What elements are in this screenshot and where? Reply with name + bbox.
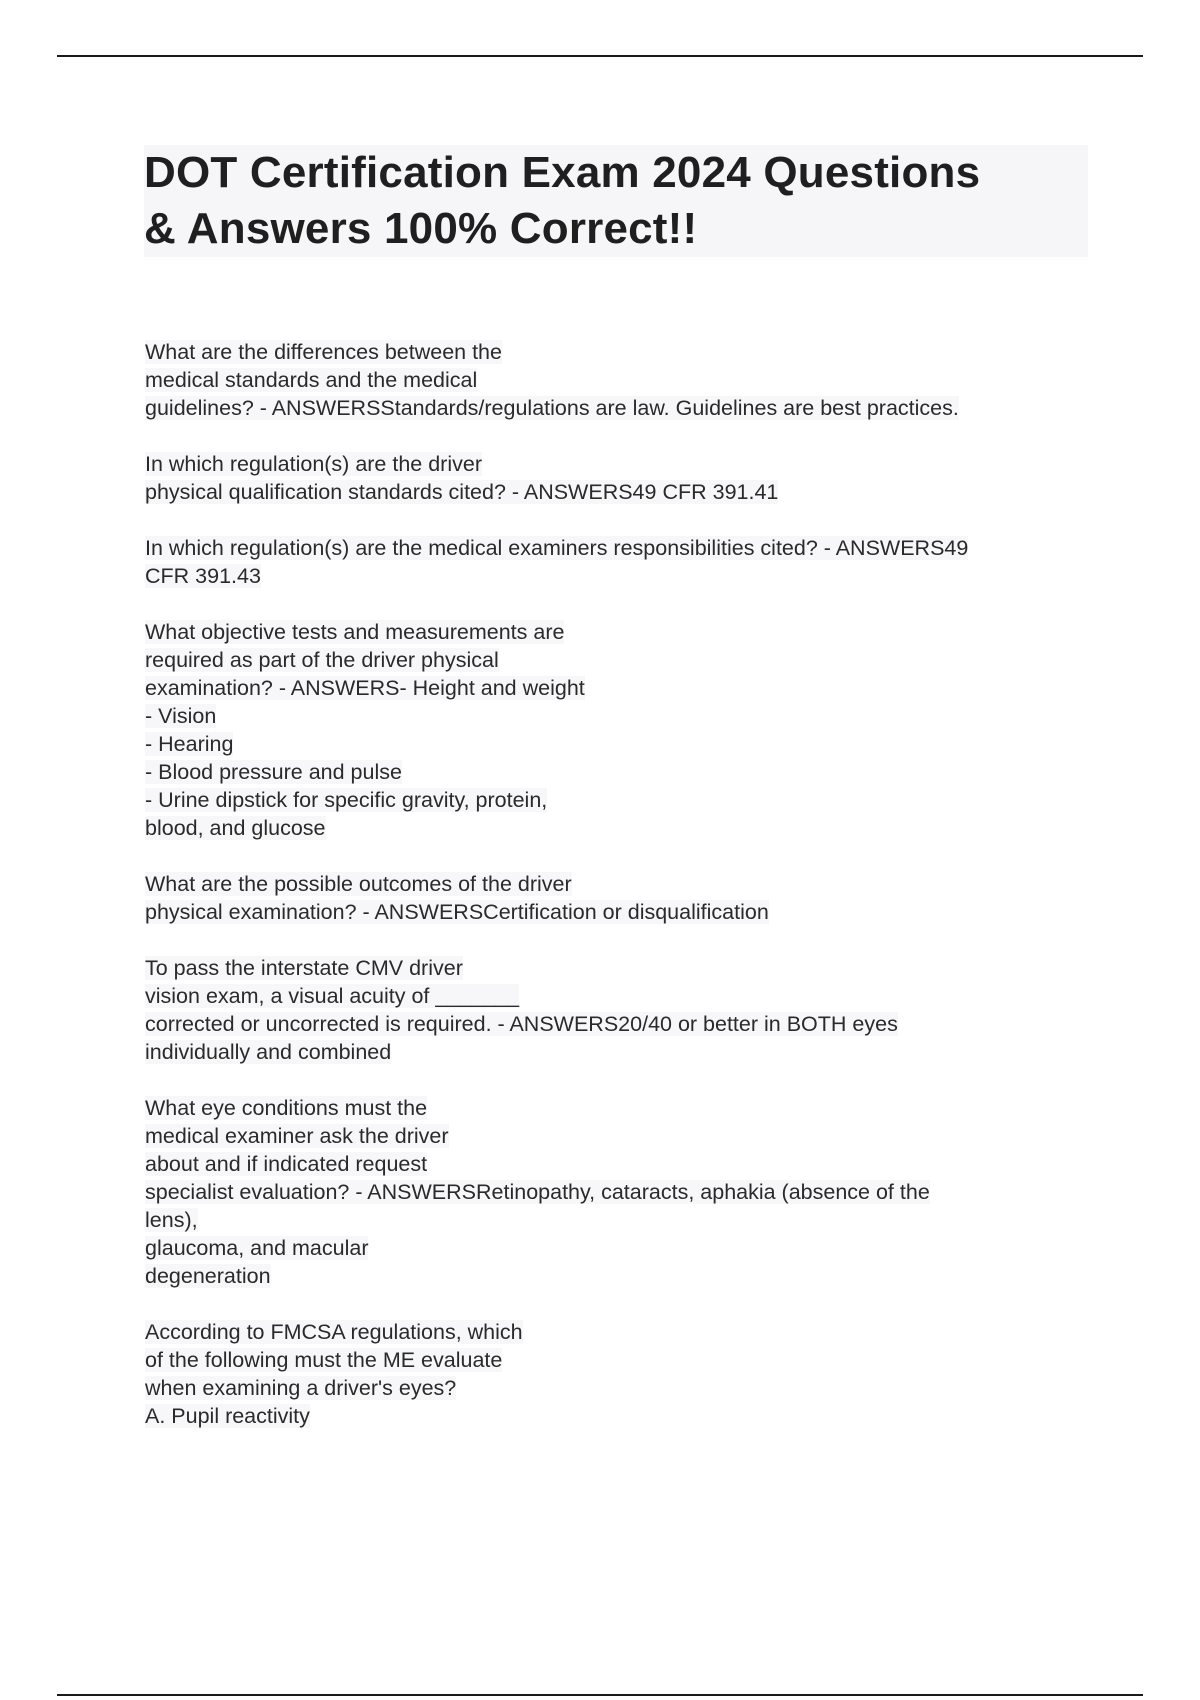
qa-line-text: required as part of the driver physical: [145, 648, 499, 672]
qa-item: [145, 1094, 1105, 1290]
qa-line: [145, 674, 1105, 702]
qa-line: [145, 898, 1105, 926]
qa-line-text: In which regulation(s) are the driver: [145, 452, 482, 476]
qa-line: [145, 758, 1105, 786]
qa-line: [145, 534, 1105, 562]
qa-line: [145, 618, 1105, 646]
qa-line-text: lens),: [145, 1208, 198, 1232]
qa-line-text: corrected or uncorrected is required. - ANSWERS20/40 or better in BOTH eyes: [145, 1012, 898, 1036]
qa-line-text: vision exam, a visual acuity of _______: [145, 984, 520, 1008]
qa-line-text: physical examination? - ANSWERSCertification or disqualification: [145, 900, 769, 924]
qa-line-text: blood, and glucose: [145, 816, 326, 840]
qa-line-text: In which regulation(s) are the medical examiners responsibilities cited? - ANSWERS49: [145, 536, 969, 560]
qa-line-text: when examining a driver's eyes?: [145, 1376, 457, 1400]
qa-item: [145, 534, 1105, 590]
qa-line: [145, 394, 1105, 422]
qa-item: [145, 1318, 1105, 1430]
qa-line: [145, 1206, 1105, 1234]
qa-line: [145, 1150, 1105, 1178]
qa-line: [145, 1234, 1105, 1262]
qa-list: [145, 338, 1105, 1458]
qa-line-text: CFR 391.43: [145, 564, 261, 588]
qa-line-text: According to FMCSA regulations, which: [145, 1320, 523, 1344]
document-title: [144, 145, 1088, 257]
qa-item: [145, 870, 1105, 926]
qa-line-text: of the following must the ME evaluate: [145, 1348, 503, 1372]
qa-line: [145, 338, 1105, 366]
qa-line: [145, 562, 1105, 590]
qa-line: [145, 982, 1105, 1010]
qa-line: [145, 1262, 1105, 1290]
qa-line: [145, 814, 1105, 842]
qa-line-text: medical standards and the medical: [145, 368, 478, 392]
qa-line-text: What objective tests and measurements are: [145, 620, 565, 644]
qa-line-text: What eye conditions must the: [145, 1096, 428, 1120]
qa-line-text: What are the possible outcomes of the driver: [145, 872, 572, 896]
title-block: [144, 145, 1088, 257]
qa-line: [145, 954, 1105, 982]
qa-line: [145, 730, 1105, 758]
qa-line-text: physical qualification standards cited? - ANSWERS49 CFR 391.41: [145, 480, 779, 504]
qa-line-text: - Urine dipstick for specific gravity, protein,: [145, 788, 548, 812]
qa-line: [145, 646, 1105, 674]
qa-item: [145, 618, 1105, 842]
qa-line-text: - Hearing: [145, 732, 234, 756]
qa-line-text: - Blood pressure and pulse: [145, 760, 402, 784]
bottom-rule: [57, 1694, 1143, 1696]
qa-line-text: individually and combined: [145, 1040, 392, 1064]
qa-line-text: degeneration: [145, 1264, 271, 1288]
qa-line-text: glaucoma, and macular: [145, 1236, 369, 1260]
qa-item: [145, 450, 1105, 506]
qa-line: [145, 478, 1105, 506]
title-line: DOT Certification Exam 2024 Questions: [144, 148, 981, 197]
qa-item: [145, 338, 1105, 422]
top-rule: [57, 55, 1143, 57]
qa-line-text: What are the differences between the: [145, 340, 502, 364]
qa-line-text: about and if indicated request: [145, 1152, 428, 1176]
qa-line: [145, 1178, 1105, 1206]
qa-line-text: A. Pupil reactivity: [145, 1404, 310, 1428]
qa-line: [145, 366, 1105, 394]
qa-line-text: To pass the interstate CMV driver: [145, 956, 463, 980]
qa-line-text: specialist evaluation? - ANSWERSRetinopathy, cataracts, aphakia (absence of the: [145, 1180, 930, 1204]
qa-line: [145, 1318, 1105, 1346]
qa-line: [145, 1010, 1105, 1038]
qa-line: [145, 870, 1105, 898]
qa-line: [145, 450, 1105, 478]
qa-line: [145, 786, 1105, 814]
qa-line: [145, 1122, 1105, 1150]
qa-line: [145, 1094, 1105, 1122]
qa-line: [145, 1402, 1105, 1430]
qa-line-text: medical examiner ask the driver: [145, 1124, 449, 1148]
qa-line-text: guidelines? - ANSWERSStandards/regulations are law. Guidelines are best practices.: [145, 396, 959, 420]
qa-item: [145, 954, 1105, 1066]
qa-line: [145, 1374, 1105, 1402]
title-line: & Answers 100% Correct!!: [144, 204, 698, 253]
qa-line-text: examination? - ANSWERS- Height and weight: [145, 676, 585, 700]
qa-line-text: - Vision: [145, 704, 217, 728]
qa-line: [145, 702, 1105, 730]
qa-line: [145, 1346, 1105, 1374]
qa-line: [145, 1038, 1105, 1066]
